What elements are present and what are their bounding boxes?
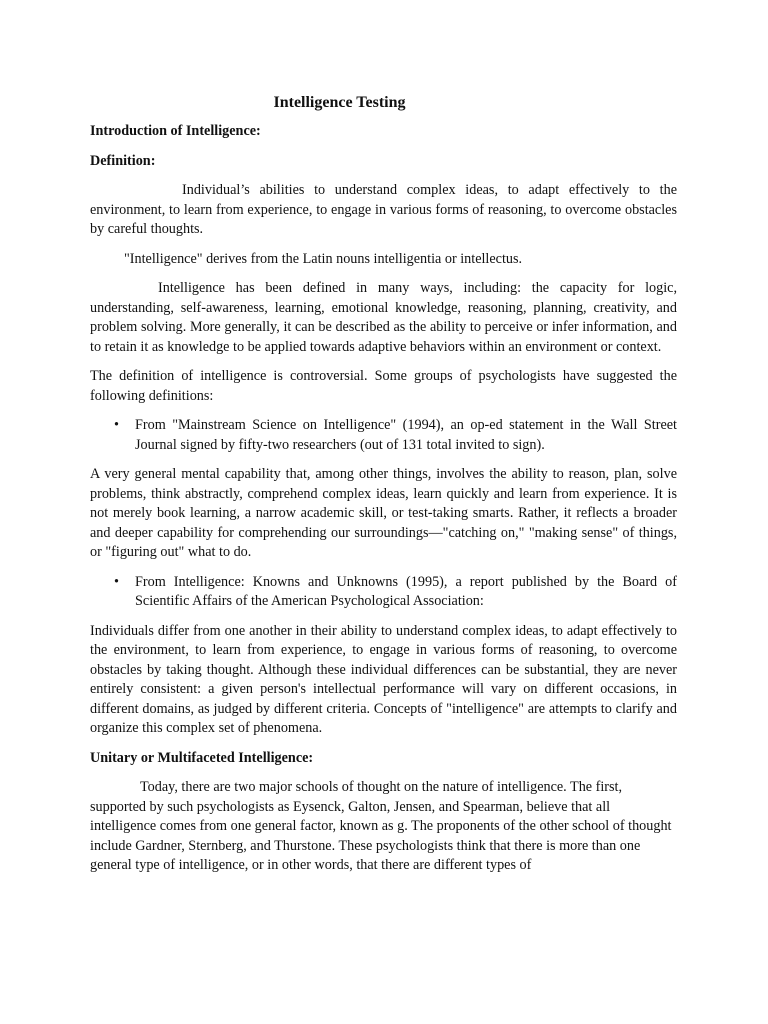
bullet-item-mainstream-science: [90, 416, 677, 455]
bullet-icon: •: [114, 417, 119, 433]
document-page: [90, 92, 677, 886]
paragraph-definition: Individual’s abilities to understand complex ideas, to adapt effectively to the environment, to learn from experience, to engage in various forms of reasoning, to overcome obstacles by careful thoughts.: [90, 182, 677, 237]
heading-introduction: Introduction of Intelligence:: [90, 123, 261, 139]
paragraph-schools-of-thought: Today, there are two major schools of thought on the nature of intelligence. The first, supported by such psychologists as Eysenck, Galton, Jensen, and Spearman, believe that all intelligence comes from one general factor, known as g. The proponents of the other school of thought include Gardner, Sternberg, and Thurstone. These psychologists think that there is more than one general type of intelligence, or in other words, that there are different types of: [90, 779, 672, 873]
paragraph-mainstream-quote: A very general mental capability that, among other things, involves the ability to reason, plan, solve problems, think abstractly, comprehend complex ideas, learn quickly and learn from experience. It is not merely book learning, a narrow academic skill, or test-taking smarts. Rather, it reflects a broader and deeper capability for comprehending our surroundings—"catching on," "making sense" of things, or "figuring out" what to do.: [90, 466, 677, 560]
paragraph-definitions-overview: Intelligence has been defined in many ways, including: the capacity for logic, understanding, self-awareness, learning, emotional knowledge, reasoning, planning, creativity, and problem solving. More generally, it can be described as the ability to perceive or infer information, and to retain it as knowledge to be applied towards adaptive behaviors within an environment or context.: [90, 280, 677, 355]
bullet-list-1: [90, 416, 677, 455]
document-title: Intelligence Testing: [273, 94, 406, 111]
bullet-list-2: [90, 573, 677, 612]
heading-definition: Definition:: [90, 152, 156, 169]
paragraph-controversy: The definition of intelligence is controversial. Some groups of psychologists have suggested the following definitions:: [90, 368, 677, 404]
paragraph-etymology: "Intelligence" derives from the Latin nouns intelligentia or intellectus.: [124, 250, 523, 267]
paragraph-apa-quote: Individuals differ from one another in their ability to understand complex ideas, to adapt effectively to the environment, to learn from experience, to engage in various forms of reasoning, to overcome obstacles by taking thought. Although these individual differences can be substantial, they are never entirely consistent: a given person's intellectual performance will vary on different occasions, in different domains, as judged by different criteria. Concepts of "intelligence" are attempts to clarify and organize this complex set of phenomena.: [90, 622, 677, 736]
heading-unitary-multifaceted: Unitary or Multifaceted Intelligence:: [90, 749, 314, 766]
bullet-text: From Intelligence: Knowns and Unknowns (1995), a report published by the Board of Scientific Affairs of the American Psychological Association:: [135, 573, 677, 609]
bullet-icon: •: [114, 573, 119, 590]
bullet-item-knowns-unknowns: [90, 573, 677, 612]
bullet-text: From "Mainstream Science on Intelligence" (1994), an op-ed statement in the Wall Street Journal signed by fifty-two researchers (out of 131 total invited to sign).: [135, 417, 677, 453]
